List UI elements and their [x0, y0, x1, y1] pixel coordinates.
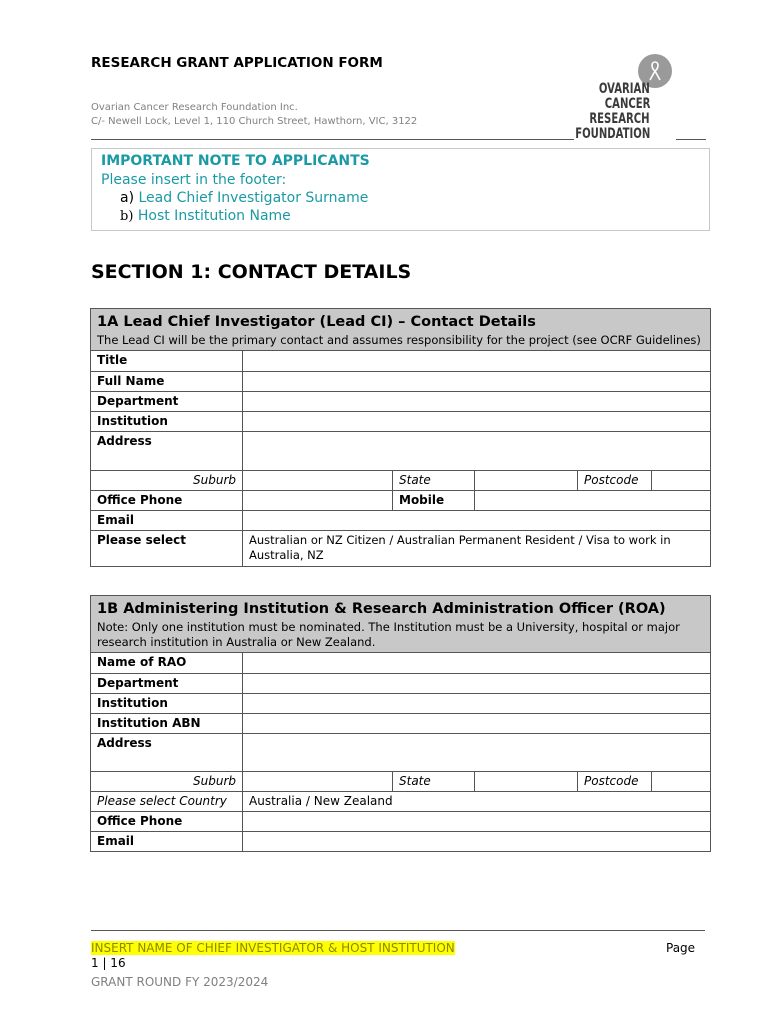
field-label: Please select: [91, 531, 243, 566]
table-title: 1B Administering Institution & Research Administration Officer (ROA): [97, 601, 666, 617]
field-label: Department: [91, 674, 243, 693]
mobile-field[interactable]: [475, 491, 710, 510]
form-row-rao-name: [91, 653, 710, 673]
form-row-address: [91, 431, 710, 470]
field-label: State: [393, 471, 475, 490]
email-field[interactable]: [243, 832, 710, 851]
footer-placeholder[interactable]: INSERT NAME OF CHIEF INVESTIGATOR & HOST INSTITUTION: [91, 941, 455, 955]
field-label: Institution: [91, 694, 243, 713]
note-item-institution: [120, 208, 291, 224]
institution-abn-field[interactable]: [243, 714, 710, 733]
title-field[interactable]: [243, 351, 710, 371]
form-row-abn: [91, 713, 710, 733]
form-row-address: [91, 733, 710, 771]
footer-divider: [91, 930, 705, 931]
field-label: Postcode: [578, 772, 652, 791]
field-label: Office Phone: [91, 812, 243, 831]
form-row-suburb: [91, 470, 710, 490]
country-select[interactable]: Australia / New Zealand: [249, 794, 393, 808]
state-field[interactable]: [475, 772, 578, 791]
form-row-phone: [91, 490, 710, 510]
field-label: Email: [91, 511, 243, 530]
administering-institution-table: [90, 595, 711, 852]
logo-text-line: RESEARCH: [589, 111, 650, 127]
form-row-suburb: [91, 771, 710, 791]
form-row-title: [91, 351, 710, 371]
logo-text-line: CANCER: [604, 96, 650, 112]
ocrf-logo: [574, 54, 676, 146]
department-field[interactable]: [243, 392, 710, 411]
form-row-institution: [91, 411, 710, 431]
suburb-field[interactable]: [243, 772, 393, 791]
form-row-phone: [91, 811, 710, 831]
note-item-surname: [120, 190, 368, 206]
form-row-full-name: [91, 371, 710, 391]
form-row-residency: [91, 530, 710, 566]
department-field[interactable]: [243, 674, 710, 693]
field-label: Institution ABN: [91, 714, 243, 733]
field-label: Email: [91, 832, 243, 851]
field-label: Address: [91, 734, 243, 771]
field-label: Title: [91, 351, 243, 371]
note-item-marker: b): [120, 209, 134, 224]
field-label: Please select Country: [91, 792, 243, 811]
email-field[interactable]: [243, 511, 710, 530]
field-label: Full Name: [91, 372, 243, 391]
note-item-marker: a): [120, 190, 135, 206]
org-name: Ovarian Cancer Research Foundation Inc.: [91, 102, 298, 113]
state-field[interactable]: [475, 471, 578, 490]
note-item-text: Lead Chief Investigator Surname: [138, 190, 369, 206]
footer-page-number: 1 | 16: [91, 956, 126, 970]
section-heading: SECTION 1: CONTACT DETAILS: [91, 261, 412, 283]
full-name-field[interactable]: [243, 372, 710, 391]
residency-select[interactable]: Australian or NZ Citizen / Australian Permanent Resident / Visa to work in Australia, NZ: [249, 533, 671, 562]
institution-field[interactable]: [243, 694, 710, 713]
form-row-institution: [91, 693, 710, 713]
field-label: Name of RAO: [91, 653, 243, 673]
field-label: Suburb: [91, 772, 243, 791]
postcode-field[interactable]: [652, 772, 710, 791]
institution-field[interactable]: [243, 412, 710, 431]
header-divider-right: [676, 139, 706, 140]
form-row-department: [91, 391, 710, 411]
field-label: Postcode: [578, 471, 652, 490]
field-label: State: [393, 772, 475, 791]
header-divider: [91, 139, 574, 140]
address-field[interactable]: [243, 734, 710, 771]
footer-page-label: Page: [666, 941, 696, 955]
table-title: 1A Lead Chief Investigator (Lead CI) – Contact Details: [97, 314, 536, 330]
field-label: Institution: [91, 412, 243, 431]
form-row-email: [91, 510, 710, 530]
form-row-department: [91, 673, 710, 693]
postcode-field[interactable]: [652, 471, 710, 490]
office-phone-field[interactable]: [243, 812, 710, 831]
important-note-box: [91, 148, 710, 231]
table-note: The Lead CI will be the primary contact and assumes responsibility for the project (see OCRF Guidelines): [97, 333, 701, 347]
field-label: Mobile: [393, 491, 475, 510]
rao-name-field[interactable]: [243, 653, 710, 673]
logo-text-line: OVARIAN: [599, 81, 650, 97]
note-title: IMPORTANT NOTE TO APPLICANTS: [101, 153, 370, 169]
form-row-country: [91, 791, 710, 811]
footer-grant-round: GRANT ROUND FY 2023/2024: [91, 975, 269, 989]
field-label: Office Phone: [91, 491, 243, 510]
table-header: [91, 309, 710, 351]
org-address: C/- Newell Lock, Level 1, 110 Church Street, Hawthorn, VIC, 3122: [91, 116, 418, 127]
suburb-field[interactable]: [243, 471, 393, 490]
address-field[interactable]: [243, 432, 710, 470]
field-label: Department: [91, 392, 243, 411]
table-note: Note: Only one institution must be nominated. The Institution must be a University, hospital or major research institution in Australia or New Zealand.: [97, 620, 680, 649]
table-header: [91, 596, 710, 653]
field-label: Suburb: [91, 471, 243, 490]
office-phone-field[interactable]: [243, 491, 393, 510]
note-item-text: Host Institution Name: [137, 208, 291, 224]
lead-ci-contact-table: [90, 308, 711, 567]
form-row-email: [91, 831, 710, 851]
form-title: RESEARCH GRANT APPLICATION FORM: [91, 55, 383, 71]
logo-text-line: FOUNDATION: [574, 126, 650, 142]
field-label: Address: [91, 432, 243, 470]
note-instruction: Please insert in the footer:: [101, 172, 287, 188]
